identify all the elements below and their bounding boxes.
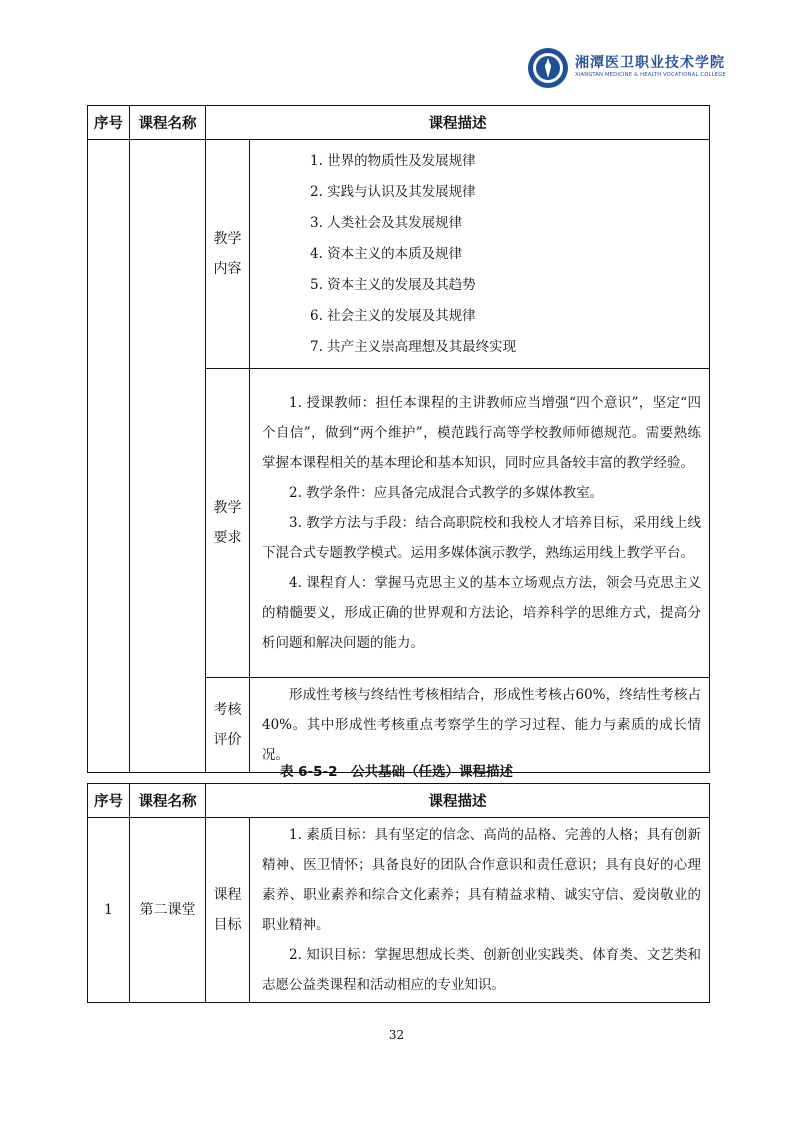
table-header-row	[88, 784, 710, 818]
requirements-label: 教学 要求	[206, 369, 250, 678]
page-number: 32	[388, 1028, 405, 1042]
content-list	[250, 140, 710, 369]
list-item: 6. 社会主义的发展及其规律	[310, 307, 476, 324]
header-description: 课程描述	[206, 106, 710, 140]
header-index: 序号	[88, 106, 130, 140]
content-row	[88, 140, 710, 369]
list-item: 4. 资本主义的本质及规律	[310, 245, 463, 262]
list-item: 2. 实践与认识及其发展规律	[310, 183, 476, 200]
objectives-text	[250, 818, 710, 1003]
paragraph: 1. 素质目标：具有坚定的信念、高尚的品格、完善的人格；具有创新精神、医卫情怀；具备良好的团队合作意识和责任意识；具有良好的心理素养、职业素养和综合文化素养；具有精益求精、诚实守信、爱岗敬业的职业精神。	[262, 827, 701, 933]
table-caption: 表 6-5-2 公共基础（任选）课程描述	[279, 764, 514, 780]
content-label: 教学 内容	[206, 140, 250, 369]
college-emblem-icon	[527, 47, 569, 89]
assessment-label: 考核 评价	[206, 678, 250, 773]
index-cell	[88, 140, 130, 773]
header-description: 课程描述	[206, 784, 710, 818]
college-english-name: XIANGTAN MEDICINE & HEALTH VOCATIONAL COLLEGE	[575, 72, 726, 78]
course-table-continued	[87, 105, 710, 773]
paragraph: 形成性考核与终结性考核相结合，形成性考核占60%，终结性考核占40%。其中形成性考核重点考察学生的学习过程、能力与素质的成长情况。	[262, 687, 701, 763]
elective-course-table	[87, 783, 710, 1003]
row-index: 1	[88, 818, 130, 1003]
paragraph: 4. 课程育人：掌握马克思主义的基本立场观点方法，领会马克思主义的精髓要义，形成正确的世界观和方法论，培养科学的思维方式，提高分析问题和解决问题的能力。	[262, 575, 701, 651]
list-item: 3. 人类社会及其发展规律	[310, 214, 463, 231]
paragraph: 1. 授课教师：担任本课程的主讲教师应当增强“四个意识”，坚定“四个自信”，做到“两个维护”，模范践行高等学校教师师德规范。需要熟练掌握本课程相关的基本理论和基本知识，同时应具备较丰富的教学经验。	[262, 395, 701, 471]
college-logo	[527, 44, 727, 92]
list-item: 5. 资本主义的发展及其趋势	[310, 276, 476, 293]
list-item: 7. 共产主义崇高理想及其最终实现	[310, 338, 517, 355]
list-item: 1. 世界的物质性及发展规律	[310, 152, 476, 169]
requirements-text	[250, 369, 710, 678]
header-index: 序号	[88, 784, 130, 818]
assessment-text	[250, 678, 710, 773]
college-name: 湘潭医卫职业技术学院	[575, 55, 725, 71]
paragraph: 2. 知识目标：掌握思想成长类、创新创业实践类、体育类、文艺类和志愿公益类课程和活动相应的专业知识。	[262, 947, 701, 993]
table-row	[88, 818, 710, 1003]
paragraph: 2. 教学条件：应具备完成混合式教学的多媒体教室。	[289, 485, 604, 501]
objectives-label: 课程 目标	[206, 818, 250, 1003]
row-course-name: 第二课堂	[130, 818, 206, 1003]
paragraph: 3. 教学方法与手段：结合高职院校和我校人才培养目标，采用线上线下混合式专题教学模式。运用多媒体演示教学，熟练运用线上教学平台。	[262, 515, 701, 561]
header-course-name: 课程名称	[130, 784, 206, 818]
header-course-name: 课程名称	[130, 106, 206, 140]
table-header-row	[88, 106, 710, 140]
course-name-cell	[130, 140, 206, 773]
